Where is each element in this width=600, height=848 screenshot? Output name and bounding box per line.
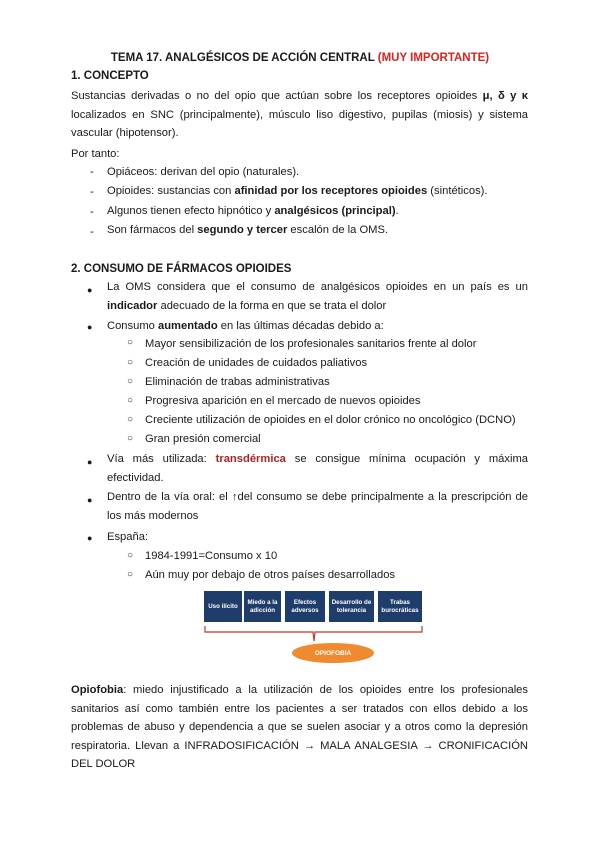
opiofobia-oval: OPIOFOBIA xyxy=(292,643,374,663)
b3-text: Vía más utilizada: xyxy=(107,453,216,465)
sub-item: Creciente utilización de opioides en el dolor crónico no oncológico (DCNO) xyxy=(145,414,516,426)
item-text: Opioides: sustancias con xyxy=(107,185,235,197)
circle-marker: ○ xyxy=(127,395,134,406)
sub-item: Creación de unidades de cuidados paliativos xyxy=(145,357,368,369)
b1-text: La OMS considera que el consumo de analgésicos opioides en un país es un xyxy=(107,281,528,293)
dash-marker: - xyxy=(90,186,94,198)
cause-box: Efectos adversos xyxy=(285,591,325,622)
concept-item xyxy=(107,163,299,181)
bullet-marker: ● xyxy=(87,533,93,543)
item-bold: analgésicos (principal) xyxy=(274,205,396,217)
circle-marker: ○ xyxy=(127,550,134,561)
spain-item: Aún muy por debajo de otros países desarrollados xyxy=(145,569,396,581)
cause-box: Desarrollo de tolerancia xyxy=(329,591,374,622)
b2-bold: aumentado xyxy=(158,320,218,332)
section2-heading: 2. CONSUMO DE FÁRMACOS OPIOIDES xyxy=(71,263,292,275)
dash-marker: - xyxy=(90,206,94,218)
spain-item: 1984-1991=Consumo x 10 xyxy=(145,550,278,562)
bullet-marker: ● xyxy=(87,322,93,332)
b1-bold: indicador xyxy=(107,299,158,312)
sub-item: Progresiva aparición en el mercado de nuevos opioides xyxy=(145,395,421,407)
title-highlight: (MUY IMPORTANTE) xyxy=(377,52,490,64)
dash-marker: - xyxy=(90,166,94,178)
b2-text2: en las últimas décadas debido a: xyxy=(217,320,384,332)
item-text: . xyxy=(395,205,399,217)
concept-item xyxy=(107,202,399,220)
bullet-marker: ● xyxy=(87,457,93,467)
item-bold: segundo y tercer xyxy=(197,224,288,236)
item-text: Opiáceos: derivan del opio (naturales). xyxy=(107,166,300,178)
circle-marker: ○ xyxy=(127,414,134,425)
opiofobia-text: : miedo injustificado a la utilización de los opioides entre los profesionales sanitarios así como también entre los pacientes a ser tratados con ellos debido a los problemas de abuso y dependencia a que se suelen asociar y a otros como la depresión respiratoria. Llevan a INFRADOSIFICACIÓN → MALA ANALGESIA → CRONIFICACIÓN DEL DOLOR xyxy=(71,684,528,770)
cause-box: Miedo a la adicción xyxy=(244,591,281,622)
s1-para-bold: μ, δ y κ xyxy=(482,90,528,102)
dash-marker: - xyxy=(90,226,94,238)
circle-marker: ○ xyxy=(127,433,134,444)
circle-marker: ○ xyxy=(127,357,134,368)
bullet-marker: ● xyxy=(87,495,93,505)
section1-paragraph xyxy=(71,87,528,143)
concept-item xyxy=(107,182,488,200)
sub-item: Gran presión comercial xyxy=(145,433,261,445)
item-bold: afinidad por los receptores opioides xyxy=(234,185,428,197)
bullet-via xyxy=(107,450,528,487)
cause-box: Uso ilícito xyxy=(204,591,242,622)
sub-item: Eliminación de trabas administrativas xyxy=(145,376,330,388)
s1-para-part2: localizados en SNC (principalmente), músculo liso digestivo, pupilas (miosis) y sistema vascular (hipotensor). xyxy=(71,108,528,139)
item-text: escalón de la OMS. xyxy=(287,224,389,236)
opiofobia-term: Opiofobia xyxy=(71,684,124,696)
title-main: TEMA 17. ANALGÉSICOS DE ACCIÓN CENTRAL xyxy=(110,52,375,64)
b3-red: transdérmica xyxy=(215,453,286,465)
item-text: (sintéticos). xyxy=(427,185,488,197)
bullet-oral: Dentro de la vía oral: el ↑del consumo se debe principalmente a la prescripción de los más modernos xyxy=(107,491,528,522)
circle-marker: ○ xyxy=(127,337,134,348)
bullet-who xyxy=(107,278,528,315)
circle-marker: ○ xyxy=(127,376,134,387)
b1-text2: adecuado de la forma en que se trata el dolor xyxy=(157,299,387,312)
concept-item xyxy=(107,221,388,239)
item-text: Son fármacos del xyxy=(107,224,198,236)
page-title xyxy=(0,52,600,64)
section1-heading: 1. CONCEPTO xyxy=(71,70,149,82)
opiofobia-paragraph xyxy=(71,681,528,774)
bullet-consumo xyxy=(107,317,384,335)
sub-item: Mayor sensibilización de los profesionales sanitarios frente al dolor xyxy=(145,338,477,350)
cause-box: Trabas burocráticas xyxy=(378,591,422,622)
brace-connector xyxy=(204,624,424,644)
b2-text: Consumo xyxy=(107,320,158,332)
bullet-espana: España: xyxy=(107,531,149,543)
circle-marker: ○ xyxy=(127,569,134,580)
item-text: Algunos tienen efecto hipnótico y xyxy=(107,205,275,217)
s1-para-part1: Sustancias derivadas o no del opio que actúan sobre los receptores opioides xyxy=(71,90,483,102)
b3-text2: se consigue mínima ocupación y máxima efectividad. xyxy=(107,453,528,484)
por-tanto: Por tanto: xyxy=(71,148,120,160)
bullet-marker: ● xyxy=(87,285,93,295)
